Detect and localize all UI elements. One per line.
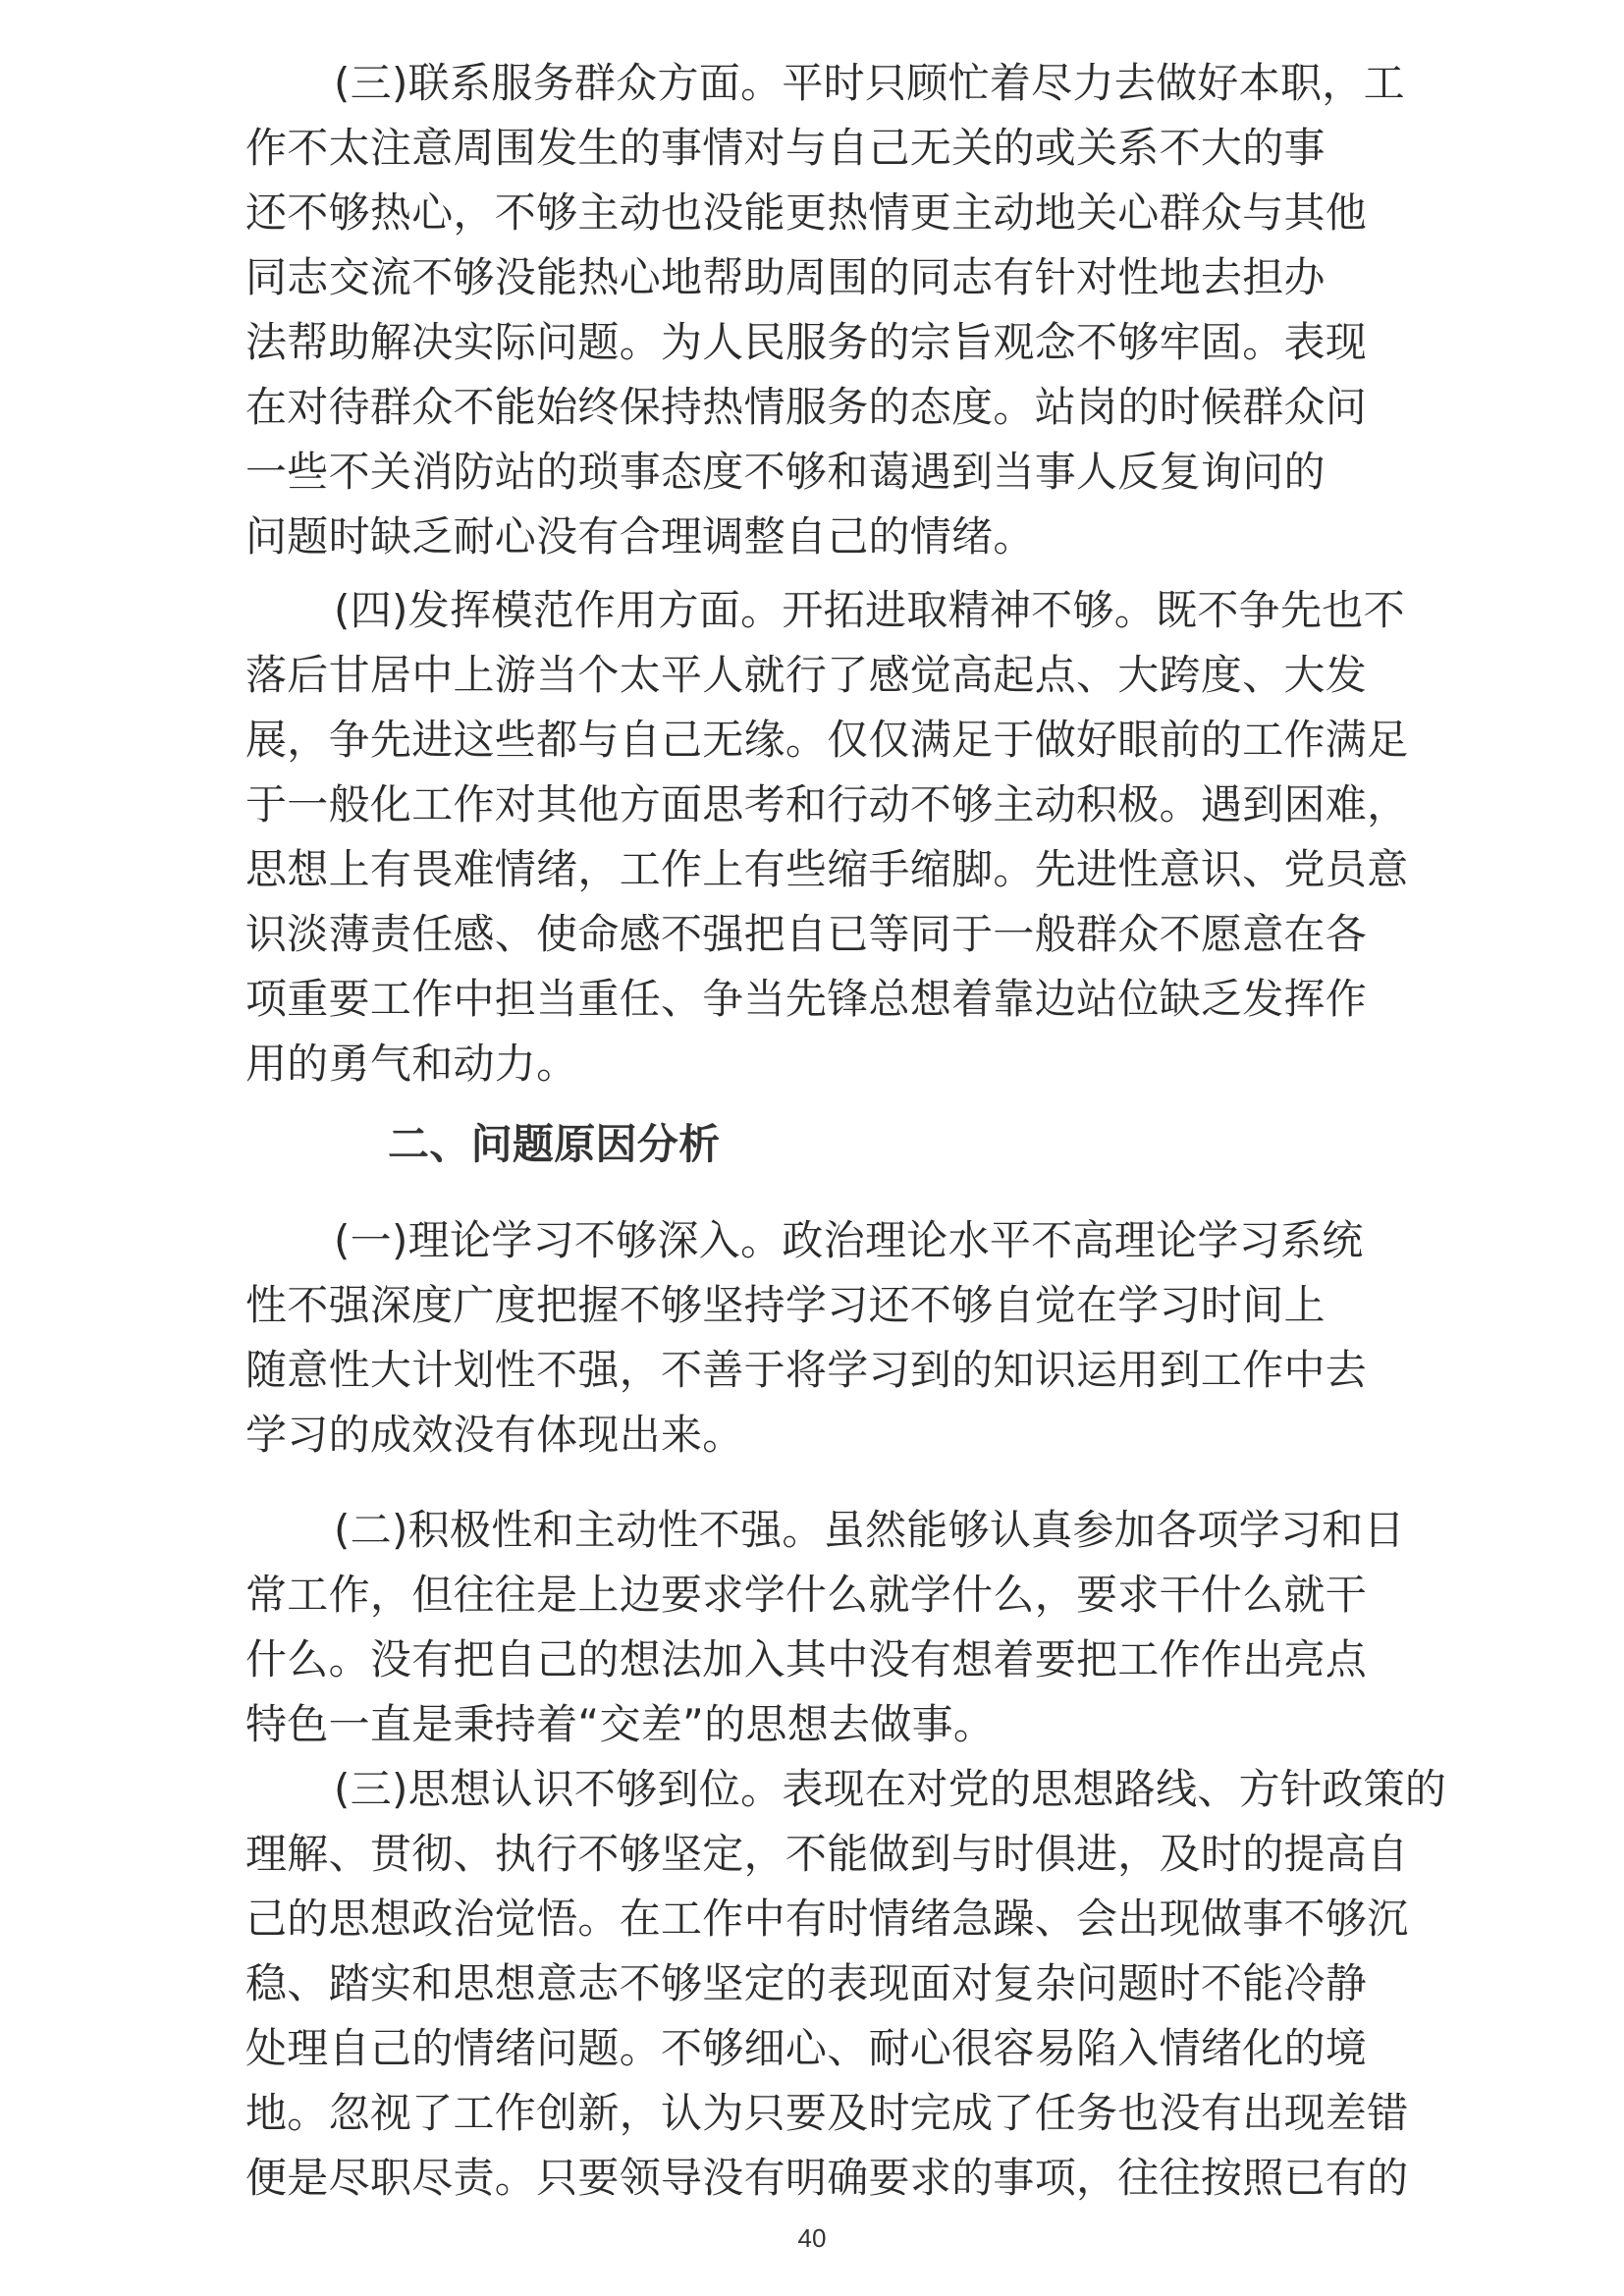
paragraph-line: (四)发挥模范作用方面。开拓进取精神不够。既不争先也不 — [334, 586, 1405, 634]
paragraph-line: 学习的成效没有体现出来。 — [245, 1411, 744, 1459]
paragraph-line: 项重要工作中担当重任、争当先锋总想着靠边站位缺乏发挥作 — [245, 975, 1368, 1023]
paragraph-line: (一)理论学习不够深入。政治理论水平不高理论学习系统 — [334, 1216, 1364, 1264]
paragraph-line: 于一般化工作对其他方面思考和行动不够主动积极。遇到困难， — [245, 780, 1409, 828]
paragraph-line: 识淡薄责任感、使命感不强把自已等同于一般群众不愿意在各 — [245, 910, 1368, 958]
paragraph-line: 什么。没有把自己的想法加入其中没有想着要把工作作出亮点 — [245, 1635, 1368, 1683]
paragraph-line: 己的思想政治觉悟。在工作中有时情绪急躁、会出现做事不够沉 — [245, 1895, 1409, 1943]
paragraph-line: 展，争先进这些都与自己无缘。仅仅满足于做好眼前的工作满足 — [245, 716, 1409, 764]
paragraph-line: 特色一直是秉持着“交差”的思想去做事。 — [245, 1700, 996, 1748]
paragraph-line: 同志交流不够没能热心地帮助周围的同志有针对性地去担办 — [245, 253, 1326, 301]
paragraph-line: (三)联系服务群众方面。平时只顾忙着尽力去做好本职，工 — [334, 59, 1405, 107]
paragraph-line: 处理自己的情绪问题。不够细心、耐心很容易陷入情绪化的境 — [245, 2024, 1368, 2072]
paragraph-line: 随意性大计划性不强，不善于将学习到的知识运用到工作中去 — [245, 1346, 1368, 1394]
paragraph-line: 地。忽视了工作创新，认为只要及时完成了任务也没有出现差错 — [245, 2089, 1409, 2137]
paragraph-line: 一些不关消防站的琐事态度不够和蔼遇到当事人反复询问的 — [245, 448, 1326, 496]
paragraph-line: 落后甘居中上游当个太平人就行了感觉高起点、大跨度、大发 — [245, 651, 1368, 699]
paragraph-line: 法帮助解决实际问题。为人民服务的宗旨观念不够牢固。表现 — [245, 318, 1368, 366]
paragraph-line: 作不太注意周围发生的事情对与自己无关的或关系不大的事 — [245, 124, 1326, 172]
paragraph-line: 在对待群众不能始终保持热情服务的态度。站岗的时候群众问 — [245, 383, 1368, 431]
paragraph-line: 性不强深度广度把握不够坚持学习还不够自觉在学习时间上 — [245, 1281, 1326, 1329]
paragraph-line: 问题时缺乏耐心没有合理调整自己的情绪。 — [245, 512, 1035, 561]
paragraph-line: 理解、贯彻、执行不够坚定，不能做到与时俱进，及时的提高自 — [245, 1830, 1409, 1878]
paragraph-line: 稳、踏实和思想意志不够坚定的表现面对复杂问题时不能冷静 — [245, 1959, 1368, 2007]
paragraph-line: (二)积极性和主动性不强。虽然能够认真参加各项学习和日 — [334, 1506, 1405, 1554]
paragraph-line: 思想上有畏难情绪，工作上有些缩手缩脚。先进性意识、党员意 — [245, 845, 1409, 893]
paragraph-line: 用的勇气和动力。 — [245, 1040, 578, 1088]
paragraph-line: 便是尽职尽责。只要领导没有明确要求的事项，往往按照已有的 — [245, 2154, 1409, 2202]
paragraph-line: 常工作，但往往是上边要求学什么就学什么，要求干什么就干 — [245, 1571, 1368, 1619]
paragraph-line: (三)思想认识不够到位。表现在对党的思想路线、方针政策的 — [334, 1765, 1447, 1813]
section-heading: 二、问题原因分析 — [388, 1120, 721, 1168]
paragraph-line: 还不够热心，不够主动也没能更热情更主动地关心群众与其他 — [245, 188, 1368, 237]
page-number: 40 — [797, 2223, 827, 2253]
